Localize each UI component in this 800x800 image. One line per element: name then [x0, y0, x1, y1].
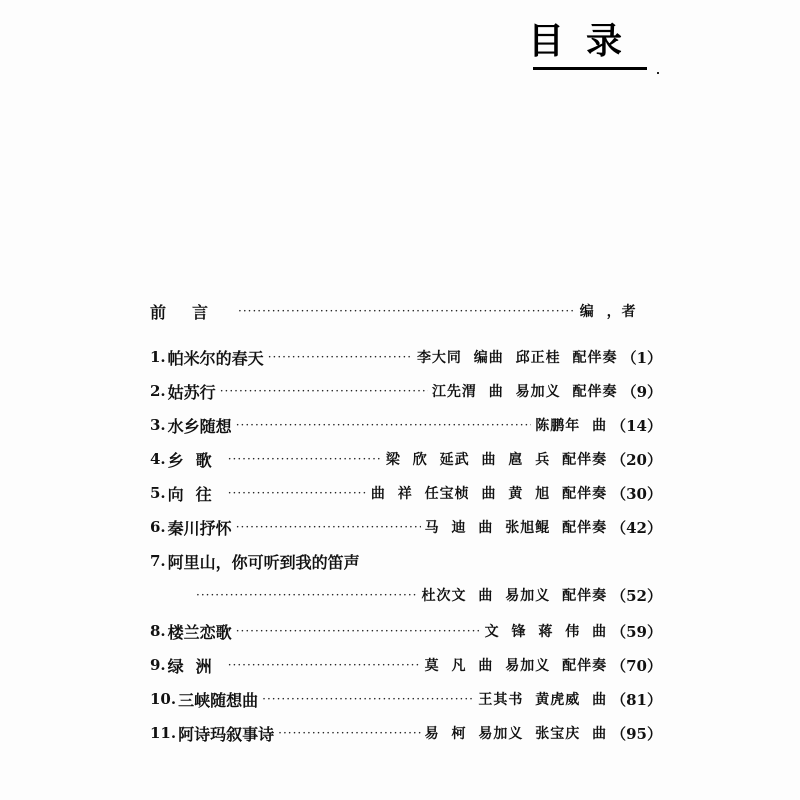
entry-page: （20）: [611, 450, 662, 469]
entry-title: 向往: [167, 484, 224, 504]
entry-number: 4.: [150, 450, 166, 468]
entry-number: 9.: [150, 656, 166, 674]
dot-leader: [262, 684, 474, 714]
entry-number: 11.: [150, 724, 177, 742]
entry-title: 楼兰恋歌: [167, 622, 232, 642]
dot-leader: [228, 478, 367, 508]
entry-credit: 杜次文 曲 易加义 配伴奏: [421, 588, 608, 604]
entry-page: （59）: [611, 622, 662, 641]
toc-entry-9[interactable]: [150, 650, 662, 680]
entry-credit: 陈鹏年 曲: [535, 418, 608, 434]
toc-entry-7-continuation[interactable]: [150, 580, 662, 610]
toc-entry-1[interactable]: [150, 342, 662, 372]
toc-entry-4[interactable]: [150, 444, 662, 474]
entry-number: 1.: [150, 348, 166, 366]
dot-leader: [278, 718, 421, 748]
dot-leader: [236, 410, 532, 440]
entry-credit: 文 锋 蒋 伟 曲: [484, 624, 608, 640]
entry-credit: 编 ，者: [579, 304, 637, 320]
entry-credit: 莫 凡 曲 易加义 配伴奏: [424, 658, 608, 674]
toc-entry-8[interactable]: [150, 616, 662, 646]
entry-credit: 梁 欣 延武 曲 扈 兵 配伴奏: [385, 452, 608, 468]
page-title: 目录: [528, 21, 645, 62]
dot-leader: [228, 650, 421, 680]
entry-page: （1）: [621, 348, 662, 367]
entry-page: （42）: [611, 518, 662, 537]
entry-title: 绿洲: [167, 656, 224, 676]
dot-leader: [196, 580, 418, 610]
entry-title: 三峡随想曲: [178, 690, 259, 710]
entry-page: （14）: [611, 416, 662, 435]
entry-title: 水乡随想: [167, 416, 232, 436]
entry-title: 秦川抒怀: [167, 518, 232, 538]
dot-leader: [228, 444, 382, 474]
toc-entry-preface[interactable]: [150, 296, 662, 326]
entry-title: 乡歌: [167, 450, 224, 470]
entry-page: （95）: [611, 724, 662, 743]
entry-title: 阿里山，你可听到我的笛声: [167, 552, 360, 572]
dot-leader: [236, 512, 421, 542]
entry-credit: 江先渭 曲 易加义 配伴奏: [431, 384, 618, 400]
entry-title: 帕米尔的春天: [167, 348, 264, 368]
entry-credit: 马 迪 曲 张旭鲲 配伴奏: [424, 520, 608, 536]
entry-number: 10.: [150, 690, 177, 708]
entry-page: （9）: [621, 382, 662, 401]
entry-page: （70）: [611, 656, 662, 675]
scan-speck: [657, 72, 659, 74]
entry-page: （81）: [611, 690, 662, 709]
entry-credit: 曲 祥 任宝桢 曲 黄 旭 配伴奏: [370, 486, 608, 502]
entry-number: 6.: [150, 518, 166, 536]
toc-entry-3[interactable]: [150, 410, 662, 440]
entry-number: 8.: [150, 622, 166, 640]
toc-entry-5[interactable]: [150, 478, 662, 508]
toc-entry-2[interactable]: [150, 376, 662, 406]
entry-number: 7.: [150, 552, 166, 570]
entry-number: 3.: [150, 416, 166, 434]
dot-leader: [238, 296, 576, 326]
entry-credit: 王其书 黄虎威 曲: [478, 692, 608, 708]
title-underline: [533, 67, 647, 70]
toc-entry-6[interactable]: [150, 512, 662, 542]
dot-leader: [236, 616, 481, 646]
toc-entry-7[interactable]: [150, 546, 662, 576]
dot-leader: [268, 342, 413, 372]
dot-leader: [220, 376, 428, 406]
entry-page: （30）: [611, 484, 662, 503]
entry-title: 姑苏行: [167, 382, 216, 402]
toc-entry-10[interactable]: [150, 684, 662, 714]
entry-number: 2.: [150, 382, 166, 400]
toc-entry-11[interactable]: [150, 718, 662, 748]
entry-credit: 李大同 编曲 邱正桂 配伴奏: [416, 350, 618, 366]
entry-title: 阿诗玛叙事诗: [178, 724, 275, 744]
entry-title: 前言: [150, 302, 235, 322]
entry-page: （52）: [611, 586, 662, 605]
entry-credit: 易 柯 易加义 张宝庆 曲: [424, 726, 608, 742]
entry-number: 5.: [150, 484, 166, 502]
